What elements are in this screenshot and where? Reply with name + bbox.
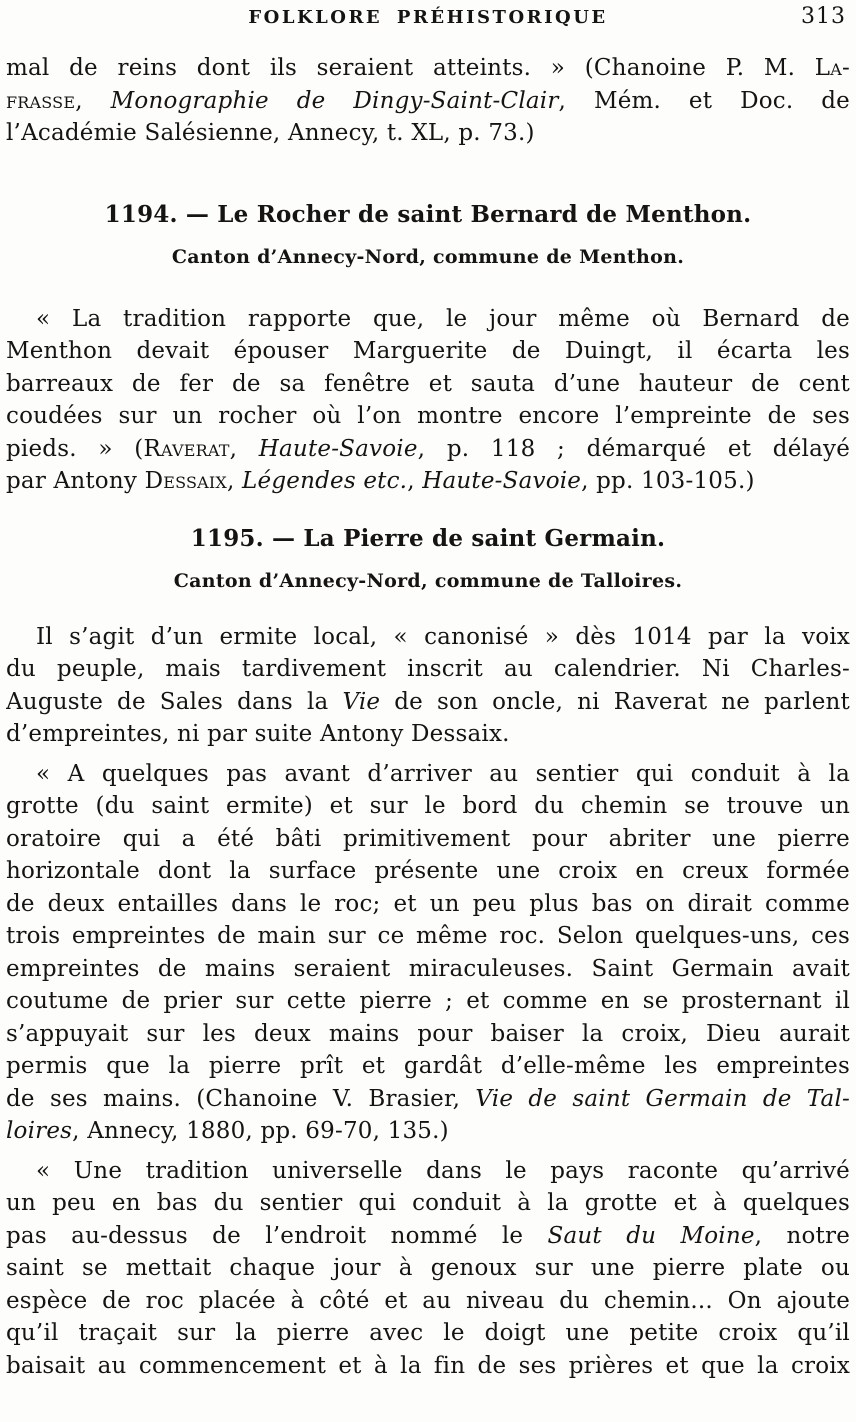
italic-text: Vie de saint Germain de Tal- — [475, 1085, 850, 1112]
text-segment: , Annecy, 1880, pp. 69-70, 135.) — [72, 1118, 449, 1144]
smallcaps-text: Dessaix — [144, 468, 228, 494]
text-line — [6, 920, 850, 953]
text-segment: l’Académie Salésienne, Annecy, t. XL, p. 73.) — [6, 120, 535, 146]
text-segment: s’appuyait sur les deux mains pour baiser la croix, Dieu aurait — [6, 1020, 850, 1047]
text-segment: empreintes de mains seraient miraculeuses. Saint Germain avait — [6, 955, 850, 982]
italic-text: Monographie de Dingy-Saint-Clair — [110, 87, 559, 114]
text-line — [6, 718, 850, 751]
text-segment: baisait au commencement et à la fin de ses prières et que la croix — [6, 1352, 850, 1379]
text-line — [6, 1115, 850, 1148]
smallcaps-text: Raverat — [143, 435, 230, 462]
text-line — [6, 823, 850, 856]
text-line — [6, 1050, 850, 1083]
text-segment: espèce de roc placée à côté et au niveau du chemin... On ajoute — [6, 1287, 850, 1314]
text-line — [6, 1155, 850, 1188]
text-line — [6, 758, 850, 791]
text-segment: Auguste de Sales dans la — [6, 688, 343, 715]
text-line — [6, 1350, 850, 1383]
page-header — [6, 0, 850, 48]
text-line — [6, 653, 850, 686]
text-segment: , pp. 103-105.) — [581, 468, 755, 494]
text-line — [6, 888, 850, 921]
text-segment: Menthon devait épouser Marguerite de Duingt, il écarta les — [6, 338, 850, 364]
text-segment: de deux entailles dans le roc; et un peu plus bas on dirait comme — [6, 890, 850, 917]
text-line — [6, 1285, 850, 1318]
text-segment: du peuple, mais tardivement inscrit au calendrier. Ni Charles- — [6, 656, 850, 682]
text-segment: par Antony — [6, 468, 145, 494]
text-line — [6, 52, 850, 85]
text-segment: « La tradition rapporte que, le jour même où Bernard de — [36, 305, 850, 332]
text-line — [6, 1220, 850, 1253]
paragraph — [6, 758, 850, 1148]
text-segment: qu’il traçait sur la pierre avec le doigt une petite croix qu’il — [6, 1320, 850, 1346]
text-segment: « A quelques pas avant d’arriver au sentier qui conduit à la — [36, 760, 850, 787]
text-segment: permis que la pierre prît et gardât d’elle-même les empreintes — [6, 1053, 850, 1079]
text-segment: , p. 118 ; démarqué et délayé — [417, 435, 850, 462]
text-line — [6, 85, 850, 118]
text-segment: horizontale dont la surface présente une croix en creux formée — [6, 858, 850, 884]
text-segment: , Mém. et Doc. de — [558, 87, 850, 114]
entry-subheading: Canton d’Annecy-Nord, commune de Menthon. — [171, 245, 685, 268]
paragraph — [6, 52, 850, 150]
page-body — [6, 52, 850, 1382]
text-line — [6, 686, 850, 719]
entry-heading: 1194. — Le Rocher de saint Bernard de Menthon. — [104, 200, 752, 228]
text-line — [6, 855, 850, 888]
italic-text: Légendes etc. — [242, 468, 408, 494]
text-segment: de ses mains. (Chanoine V. Brasier, — [6, 1085, 476, 1112]
paragraph — [6, 621, 850, 751]
text-segment: trois empreintes de main sur ce même roc. Selon quelques-uns, ces — [6, 923, 850, 949]
text-segment: barreaux de fer de sa fenêtre et sauta d’une hauteur de cent — [6, 370, 850, 397]
text-line — [6, 621, 850, 654]
text-segment: Il s’agit d’un ermite local, « canonisé » dès 1014 par la voix — [36, 623, 850, 650]
text-segment: , — [407, 468, 423, 494]
italic-text: Haute-Savoie — [422, 468, 582, 494]
text-line — [6, 1252, 850, 1285]
text-line — [6, 790, 850, 823]
italic-text: Vie — [342, 688, 381, 715]
text-line — [6, 465, 850, 498]
text-segment: , notre — [754, 1222, 850, 1249]
paragraph — [6, 303, 850, 498]
entry-heading: 1195. — La Pierre de saint Germain. — [190, 524, 666, 552]
text-line — [6, 1083, 850, 1116]
page-number: 313 — [801, 4, 846, 29]
text-segment: coutume de prier sur cette pierre ; et comme en se prosternant il — [6, 988, 850, 1014]
text-segment: mal de reins dont ils seraient atteints. » (Chanoine P. M. — [6, 55, 815, 81]
italic-text: Saut du Moine — [547, 1222, 755, 1249]
text-line — [6, 117, 850, 150]
running-title: FOLKLORE PRÉHISTORIQUE — [248, 7, 608, 28]
smallcaps-text: frasse — [6, 87, 76, 114]
text-line — [6, 433, 850, 466]
text-segment: , — [75, 87, 111, 114]
text-line — [6, 303, 850, 336]
text-segment: coudées sur un rocher où l’on montre encore l’empreinte de ses — [6, 403, 850, 429]
text-line — [6, 368, 850, 401]
text-line — [6, 400, 850, 433]
italic-text: Haute-Savoie — [258, 435, 418, 462]
smallcaps-text: La- — [814, 55, 850, 81]
entry-subheading: Canton d’Annecy-Nord, commune de Talloires. — [173, 569, 683, 592]
text-segment: , — [229, 435, 259, 462]
text-segment: pieds. » ( — [6, 435, 144, 462]
paragraph — [6, 1155, 850, 1383]
text-segment: « Une tradition universelle dans le pays raconte qu’arrivé — [36, 1157, 850, 1184]
text-segment: oratoire qui a été bâti primitivement pour abriter une pierre — [6, 825, 850, 852]
text-line — [6, 985, 850, 1018]
text-line — [6, 1317, 850, 1350]
italic-text: loires — [6, 1118, 73, 1144]
text-line — [6, 1187, 850, 1220]
text-segment: d’empreintes, ni par suite Antony Dessaix. — [6, 721, 510, 747]
text-segment: grotte (du saint ermite) et sur le bord du chemin se trouve un — [6, 793, 850, 819]
text-segment: pas au-dessus de l’endroit nommé le — [6, 1222, 548, 1249]
text-segment: saint se mettait chaque jour à genoux sur une pierre plate ou — [6, 1255, 850, 1281]
text-line — [6, 1018, 850, 1051]
text-line — [6, 953, 850, 986]
text-segment: , — [227, 468, 243, 494]
text-line — [6, 335, 850, 368]
text-segment: un peu en bas du sentier qui conduit à la grotte et à quelques — [6, 1190, 850, 1216]
text-segment: de son oncle, ni Raverat ne parlent — [380, 688, 850, 715]
